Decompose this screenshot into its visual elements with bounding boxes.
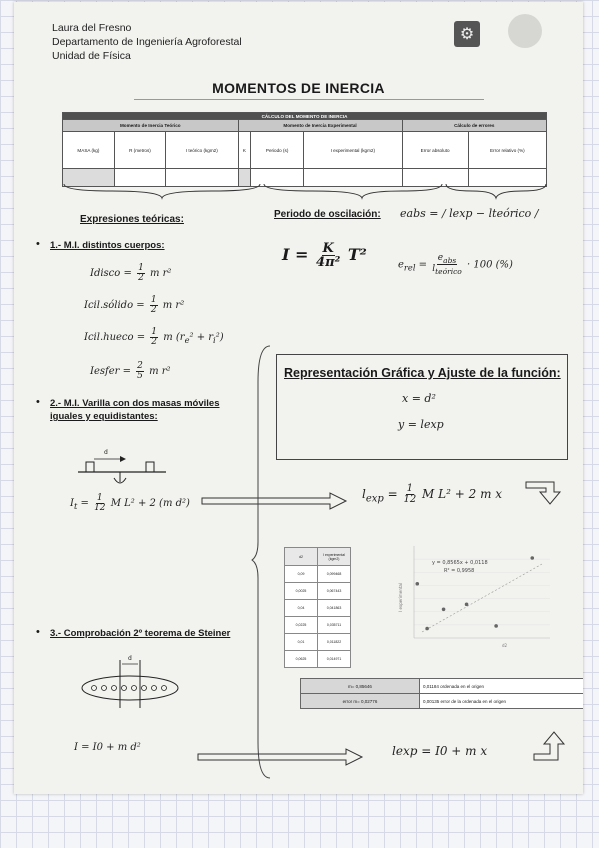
item-2-heading-continued: iguales y equidistantes: xyxy=(50,411,158,422)
department-name: Departamento de Ingeniería Agroforestal xyxy=(52,36,242,48)
table-row: 0,0225 0,035711 xyxy=(285,617,351,634)
table-row xyxy=(301,694,584,709)
graph-heading: Representación Gráfica y Ajuste de la función: xyxy=(284,366,561,380)
group-experimental: Momento de Inercia Experimental xyxy=(238,120,402,132)
steiner-diagram xyxy=(78,652,188,708)
absolute-error-formula: eabs = / lexp − lteórico / xyxy=(400,207,539,220)
page-title: MOMENTOS DE INERCIA xyxy=(212,80,385,96)
theory-heading: Expresiones teóricas: xyxy=(80,214,184,225)
trend-line xyxy=(422,564,542,632)
solid-cylinder-formula: Icil.sólido = $\frac{1}{2}$ m r² xyxy=(84,295,185,315)
x-definition: x = d² xyxy=(402,392,436,405)
author-name: Laura del Fresno xyxy=(52,22,132,34)
rod-with-masses-diagram xyxy=(74,442,170,488)
data-point xyxy=(415,582,419,586)
data-point xyxy=(425,627,429,631)
document-page xyxy=(14,2,583,794)
group-errors: Cálculo de errores xyxy=(402,120,546,132)
unit-name: Unidad de Física xyxy=(52,50,131,62)
turn-up-arrow-icon xyxy=(532,730,572,764)
group-theoretical: Momento de Inercia Teórico xyxy=(63,120,239,132)
chart-grid xyxy=(414,559,550,625)
table-caption: CÁLCULO DEL MOMENTO DE INERCIA xyxy=(63,113,547,120)
table-row: 0,01 0,011822 xyxy=(285,634,351,651)
table-row: 0,04 0,041863 xyxy=(285,600,351,617)
relative-error-formula: $e_{rel}$ = $\frac{e_{abs}}{l_{teórico}}$ · 100 (%) xyxy=(398,253,513,277)
column-header: K xyxy=(238,132,251,169)
rod-experimental-formula: $l_{exp}$ = $\frac{1}{12}$ M L² + 2 m x xyxy=(362,483,503,505)
steiner-experimental-formula: lexp = I0 + m x xyxy=(392,744,488,758)
title-divider xyxy=(134,99,484,100)
fit-results-table xyxy=(300,678,583,709)
column-header: MASA (kg) xyxy=(63,132,115,169)
x-axis-label: d2 xyxy=(502,643,508,648)
hollow-cylinder-formula: Icil.hueco = $\frac{1}{2}$ m $(r_e^2 + r_i^2)$ xyxy=(84,327,224,347)
data-point xyxy=(494,624,498,628)
table-row xyxy=(301,679,584,694)
section-brace xyxy=(250,342,274,782)
mini-header: d2 xyxy=(285,548,318,566)
period-formula: I = $\frac{K}{\text{4π²}}$ T² xyxy=(282,241,367,270)
bullet-icon: • xyxy=(36,238,40,250)
bullet-icon: • xyxy=(36,626,40,638)
column-header: I experimental (kgm2) xyxy=(304,132,402,169)
svg-text:d: d xyxy=(128,655,132,662)
turn-down-arrow-icon xyxy=(524,476,564,506)
rod-theoretical-formula: $I_t$ = $\frac{1}{12}$ M L² + 2 (m d²) xyxy=(70,493,190,513)
item-3-heading: 3.- Comprobación 2º teorema de Steiner xyxy=(50,628,231,639)
data-point xyxy=(530,556,534,560)
university-seal-icon xyxy=(508,14,542,48)
trendline-equation: y = 0,8565x + 0,0118 xyxy=(432,560,488,566)
data-point xyxy=(442,607,446,611)
gear-icon: ⚙ xyxy=(454,21,480,47)
table-row: 0,0625 0,014971 xyxy=(285,651,351,668)
slope-error-label: error m= 0,02776 xyxy=(301,694,420,709)
experimental-data-table xyxy=(284,547,351,668)
column-header: Error absoluto xyxy=(402,132,468,169)
y-axis-label: I experimental xyxy=(398,583,403,612)
table-group-braces xyxy=(62,182,547,200)
intercept-error-value: 0,00135 error de la ordenada en el origen xyxy=(420,694,584,709)
item-1-heading: 1.- M.I. distintos cuerpos: xyxy=(50,240,165,251)
bullet-icon: • xyxy=(36,396,40,408)
column-header: I teórico (kgm2) xyxy=(166,132,239,169)
right-arrow-icon xyxy=(200,492,350,510)
mini-header: I experimental (kgm2) xyxy=(318,548,351,566)
steiner-theoretical-formula: I = I0 + m d² xyxy=(74,742,141,753)
regression-scatter-chart xyxy=(392,542,554,652)
column-header: R (metros) xyxy=(114,132,165,169)
r-squared-label: R² = 0,9958 xyxy=(444,568,475,574)
disk-formula: Idisco = $\frac{1}{2}$ m r² xyxy=(90,263,172,283)
column-header: Error relativo (%) xyxy=(468,132,546,169)
item-2-heading: 2.- M.I. Varilla con dos masas móviles xyxy=(50,398,220,409)
right-arrow-icon xyxy=(196,748,366,766)
sphere-formula: Iesfer = $\frac{2}{5}$ m r² xyxy=(90,361,171,381)
slope-label: m= 0,85646 xyxy=(301,679,420,694)
table-row: 0,0025 0,067443 xyxy=(285,583,351,600)
inertia-calculation-table xyxy=(62,112,547,187)
intercept-value: 0,01184 ordenada en el origen xyxy=(420,679,584,694)
column-header: Periodo (s) xyxy=(251,132,304,169)
period-heading: Periodo de oscilación: xyxy=(274,209,381,220)
svg-text:d: d xyxy=(104,449,108,456)
table-row: 0,09 0,099468 xyxy=(285,566,351,583)
data-point xyxy=(465,603,469,607)
y-definition: y = lexp xyxy=(398,418,444,431)
